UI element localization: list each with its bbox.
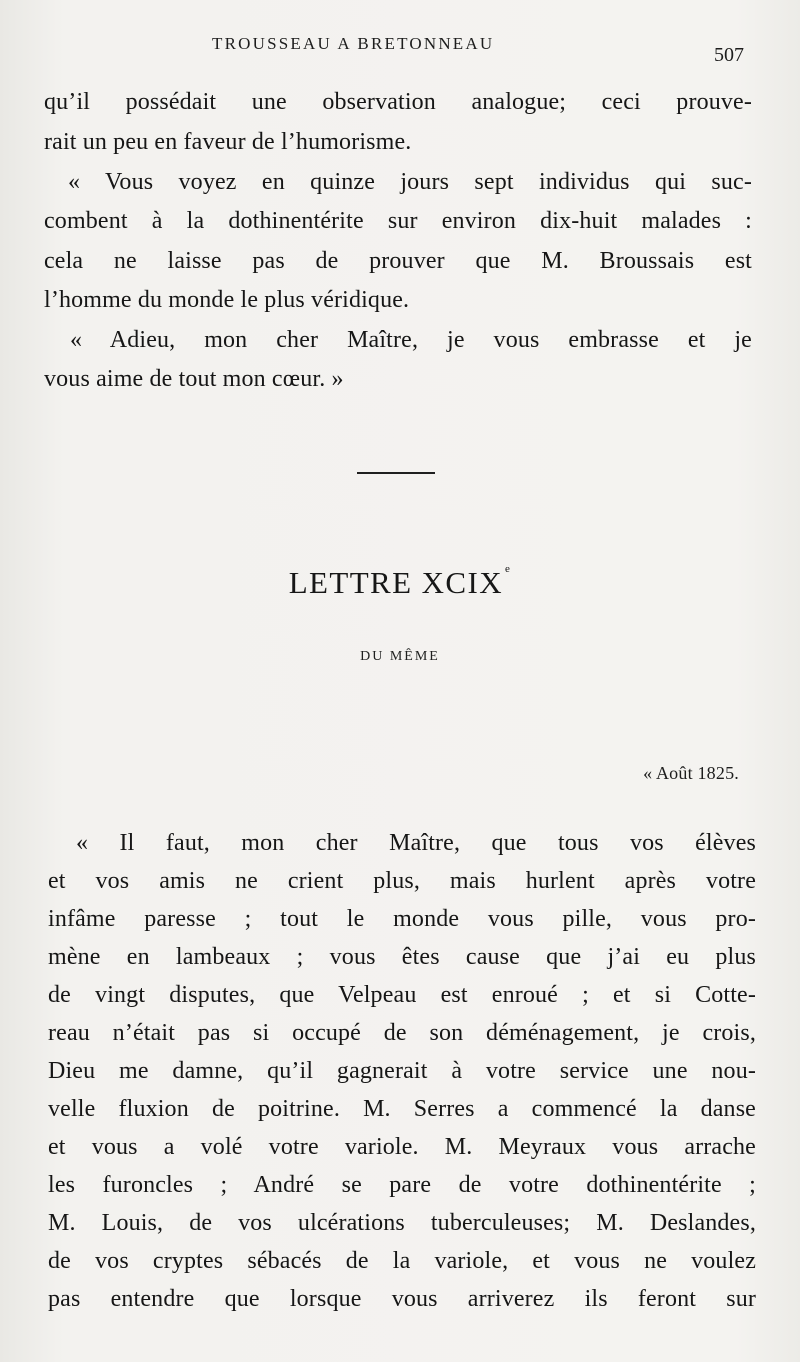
letter-date: « Août 1825.	[643, 763, 739, 783]
text-line: et vous a volé votre variole. M. Meyraux vous arrache	[48, 1134, 756, 1160]
text-line: combent à la dothinentérite sur environ dix-huit malades :	[44, 208, 752, 234]
letter-title-text: LETTRE XCIX	[288, 565, 503, 600]
text-line: « Vous voyez en quinze jours sept individus qui suc-	[68, 169, 752, 195]
text-line: vous aime de tout mon cœur. »	[44, 366, 344, 392]
running-head: TROUSSEAU A BRETONNEAU	[212, 34, 495, 53]
letter-subtitle: DU MÊME	[360, 649, 440, 664]
text-line: infâme paresse ; tout le monde vous pille, vous pro-	[48, 906, 756, 932]
text-line: les furoncles ; André se pare de votre dothinentérite ;	[48, 1172, 756, 1198]
letter-title	[0, 562, 800, 601]
text-line: M. Louis, de vos ulcérations tuberculeuses; M. Deslandes,	[48, 1210, 756, 1236]
letter-title-ordinal: e	[505, 562, 512, 575]
text-line: et vos amis ne crient plus, mais hurlent après votre	[48, 868, 756, 894]
text-line: reau n’était pas si occupé de son déménagement, je crois,	[48, 1020, 756, 1046]
text-line: velle fluxion de poitrine. M. Serres a commencé la danse	[48, 1096, 756, 1122]
text-line: de vos cryptes sébacés de la variole, et vous ne voulez	[48, 1248, 756, 1274]
text-line: « Il faut, mon cher Maître, que tous vos élèves	[76, 830, 756, 856]
text-line: de vingt disputes, que Velpeau est enroué ; et si Cotte-	[48, 982, 756, 1008]
page-number: 507	[714, 44, 744, 66]
text-line: qu’il possédait une observation analogue; ceci prouve-	[44, 89, 752, 115]
text-line: Dieu me damne, qu’il gagnerait à votre service une nou-	[48, 1058, 756, 1084]
text-line: pas entendre que lorsque vous arriverez ils feront sur	[48, 1286, 756, 1312]
text-line: mène en lambeaux ; vous êtes cause que j’ai eu plus	[48, 944, 756, 970]
text-line: rait un peu en faveur de l’humorisme.	[44, 129, 412, 155]
text-line: l’homme du monde le plus véridique.	[44, 287, 410, 313]
section-divider	[357, 472, 435, 474]
text-line: « Adieu, mon cher Maître, je vous embrasse et je	[70, 327, 752, 353]
text-line: cela ne laisse pas de prouver que M. Broussais est	[44, 248, 752, 274]
